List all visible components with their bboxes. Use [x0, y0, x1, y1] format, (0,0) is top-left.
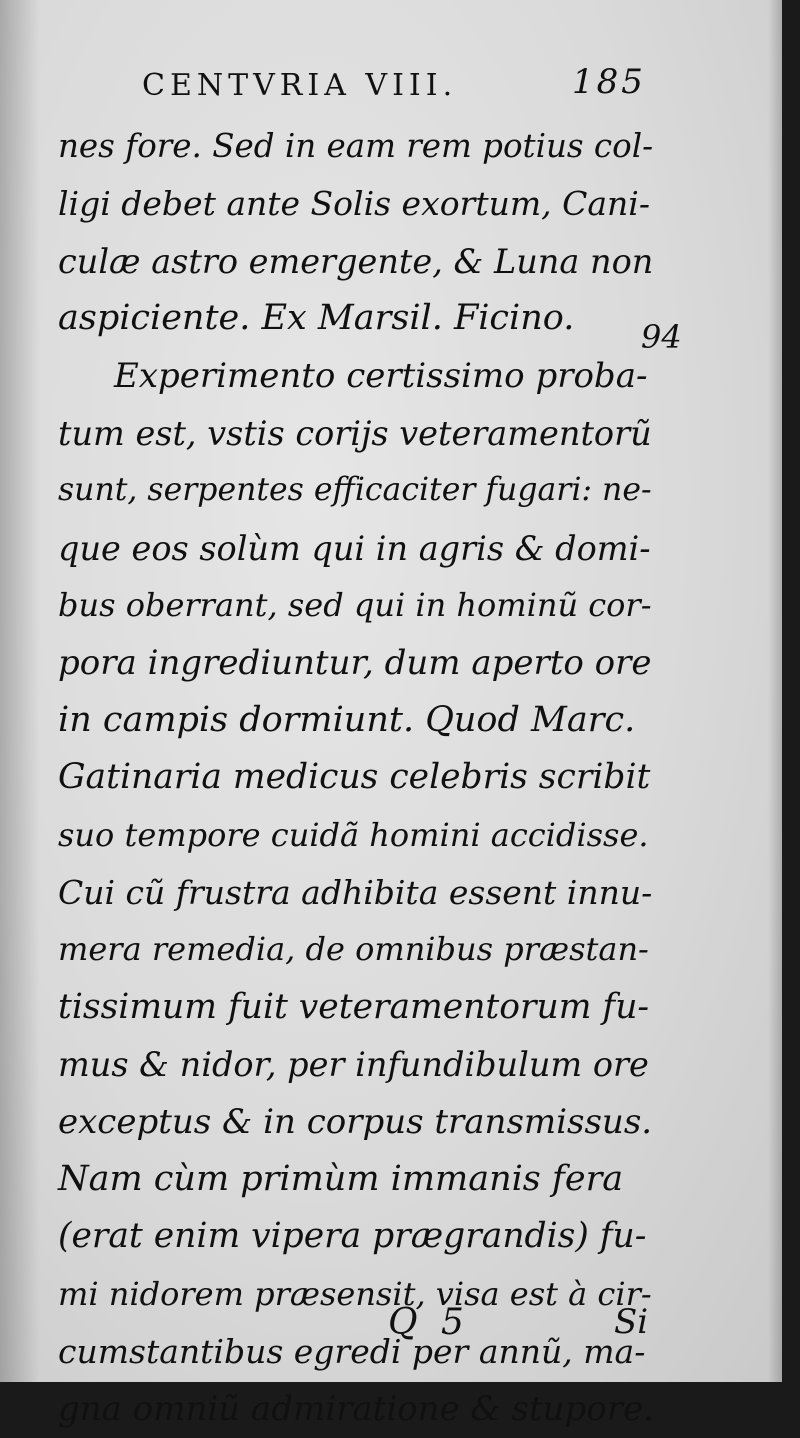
- text-line: in campis dormiunt. Quod Marc.: [58, 699, 636, 740]
- text-line: mus & nidor, per infundibulum ore: [58, 1045, 649, 1085]
- text-line: sunt, serpentes efficaciter fugari: ne-: [58, 472, 652, 509]
- page-number: 185: [572, 62, 646, 102]
- page-edge-shadow: [768, 0, 782, 1382]
- text-line: mi nidorem præsensit, visa est à cir-: [58, 1274, 652, 1313]
- text-line: cumstantibus egredi per annũ, ma-: [58, 1332, 646, 1372]
- text-line: culæ astro emergente, & Luna non: [58, 241, 654, 281]
- text-line: exceptus & in corpus transmissus.: [58, 1101, 653, 1142]
- text-line: pora ingrediuntur, dum aperto ore: [58, 642, 652, 683]
- text-line: aspiciente. Ex Marsil. Ficino.: [58, 298, 575, 339]
- text-line: Cui cũ frustra adhibita essent innu-: [58, 873, 653, 913]
- text-line: tissimum fuit veteramentorum fu-: [58, 986, 650, 1027]
- text-line: tum est, vstis corijs veteramentorũ: [58, 413, 652, 453]
- text-line: Nam cùm primùm immanis fera: [58, 1159, 624, 1200]
- running-head: CENTVRIA VIII.: [142, 68, 458, 103]
- text-line: ligi debet ante Solis exortum, Cani-: [58, 184, 651, 224]
- body-text: [58, 118, 654, 1438]
- spine-shadow: [0, 0, 40, 1382]
- text-line: nes fore. Sed in eam rem potius col-: [58, 127, 654, 165]
- text-line: Gatinaria medicus celebris scribit: [58, 757, 651, 798]
- catchword: Si: [614, 1302, 649, 1342]
- signature-mark: Q 5: [388, 1302, 470, 1343]
- text-line: gna omniũ admiratione & stupore.: [58, 1388, 654, 1429]
- page-header: [60, 62, 660, 112]
- text-line: (erat enim vipera prægrandis) fu-: [58, 1216, 647, 1257]
- text-line: mera remedia, de omnibus præstan-: [58, 930, 649, 969]
- text-line: bus oberrant, sed qui in hominũ cor-: [58, 586, 652, 625]
- margin-note-number: 94: [641, 318, 682, 356]
- text-line: que eos solùm qui in agris & domi-: [58, 528, 651, 568]
- text-line: suo tempore cuidã homini accidisse.: [58, 815, 649, 854]
- text-line: Experimento certissimo proba-: [114, 355, 648, 396]
- page-footer: [58, 1302, 654, 1352]
